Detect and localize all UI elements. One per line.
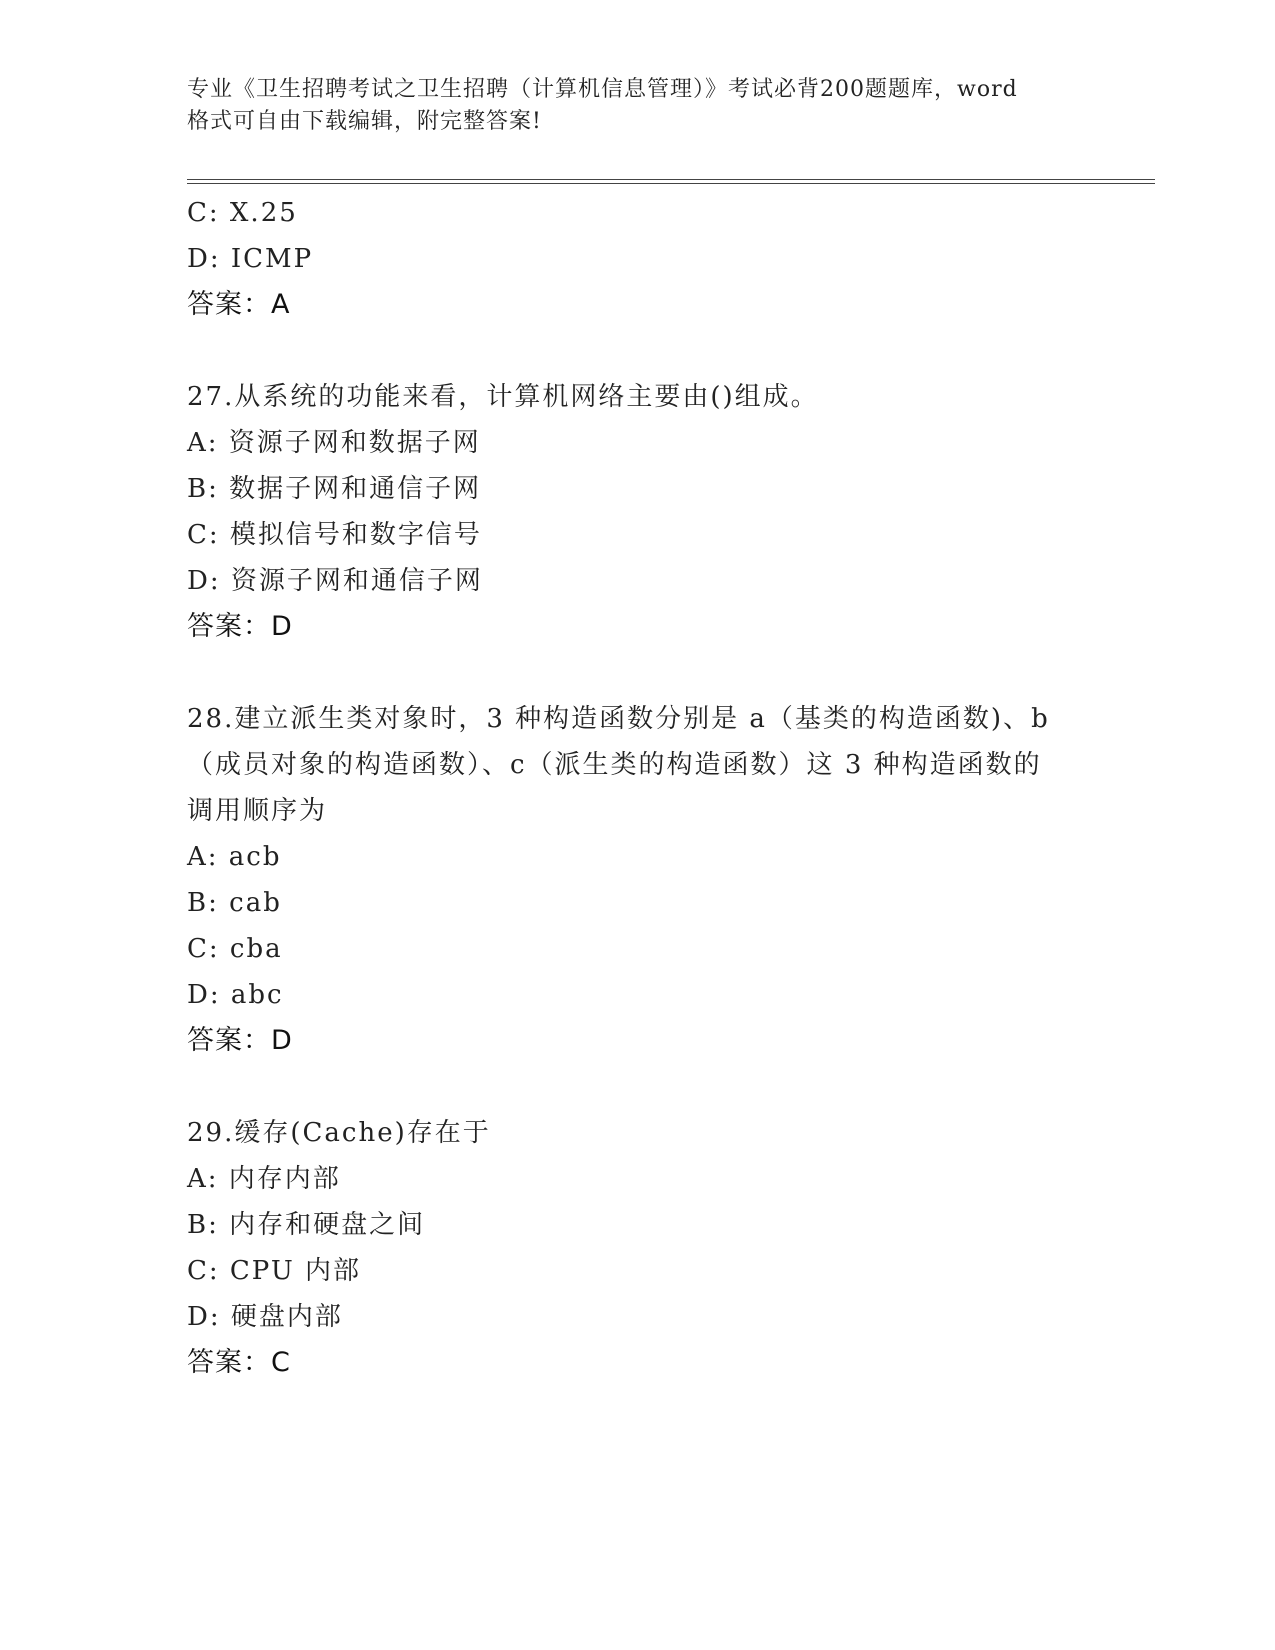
question-text: 29.缓存(Cache)存在于 <box>187 1118 491 1148</box>
option-d: D: ICMP <box>187 244 314 274</box>
answer-line: 答案：C <box>187 1347 291 1378</box>
option-d: D: abc <box>187 980 284 1010</box>
option-a: A: 内存内部 <box>187 1164 341 1194</box>
answer-line: 答案：D <box>187 611 293 642</box>
option-d: D: 硬盘内部 <box>187 1302 343 1332</box>
question-text-line-1: 28.建立派生类对象时，3 种构造函数分别是 a（基类的构造函数)、b <box>187 704 1050 734</box>
option-a: A: 资源子网和数据子网 <box>187 428 481 458</box>
header-divider-bottom <box>187 183 1155 184</box>
answer-line: 答案：A <box>187 289 291 320</box>
option-b: B: 内存和硬盘之间 <box>187 1210 426 1240</box>
spacer <box>187 328 1087 374</box>
option-b: B: 数据子网和通信子网 <box>187 474 482 504</box>
question-block-28 <box>187 696 1087 1064</box>
question-list <box>187 190 1087 1386</box>
option-c: C: cba <box>187 934 283 964</box>
document-header <box>187 74 1087 138</box>
header-line-2: 格式可自由下载编辑，附完整答案! <box>187 109 542 134</box>
question-block-26 <box>187 190 1087 328</box>
question-text-line-3: 调用顺序为 <box>187 796 328 826</box>
spacer <box>187 650 1087 696</box>
question-text-line-2: （成员对象的构造函数）、c（派生类的构造函数）这 3 种构造函数的 <box>187 750 1042 780</box>
option-c: C: X.25 <box>187 198 298 228</box>
question-block-27 <box>187 374 1087 650</box>
header-line-1: 专业《卫生招聘考试之卫生招聘（计算机信息管理）》考试必背200题题库，word <box>187 77 1018 102</box>
answer-line: 答案：D <box>187 1025 293 1056</box>
option-c: C: CPU 内部 <box>187 1256 362 1286</box>
question-text: 27.从系统的功能来看，计算机网络主要由()组成。 <box>187 382 819 412</box>
option-c: C: 模拟信号和数字信号 <box>187 520 482 550</box>
question-block-29 <box>187 1110 1087 1386</box>
option-d: D: 资源子网和通信子网 <box>187 566 483 596</box>
header-divider-top <box>187 179 1155 180</box>
option-a: A: acb <box>187 842 282 872</box>
spacer <box>187 1064 1087 1110</box>
option-b: B: cab <box>187 888 282 918</box>
